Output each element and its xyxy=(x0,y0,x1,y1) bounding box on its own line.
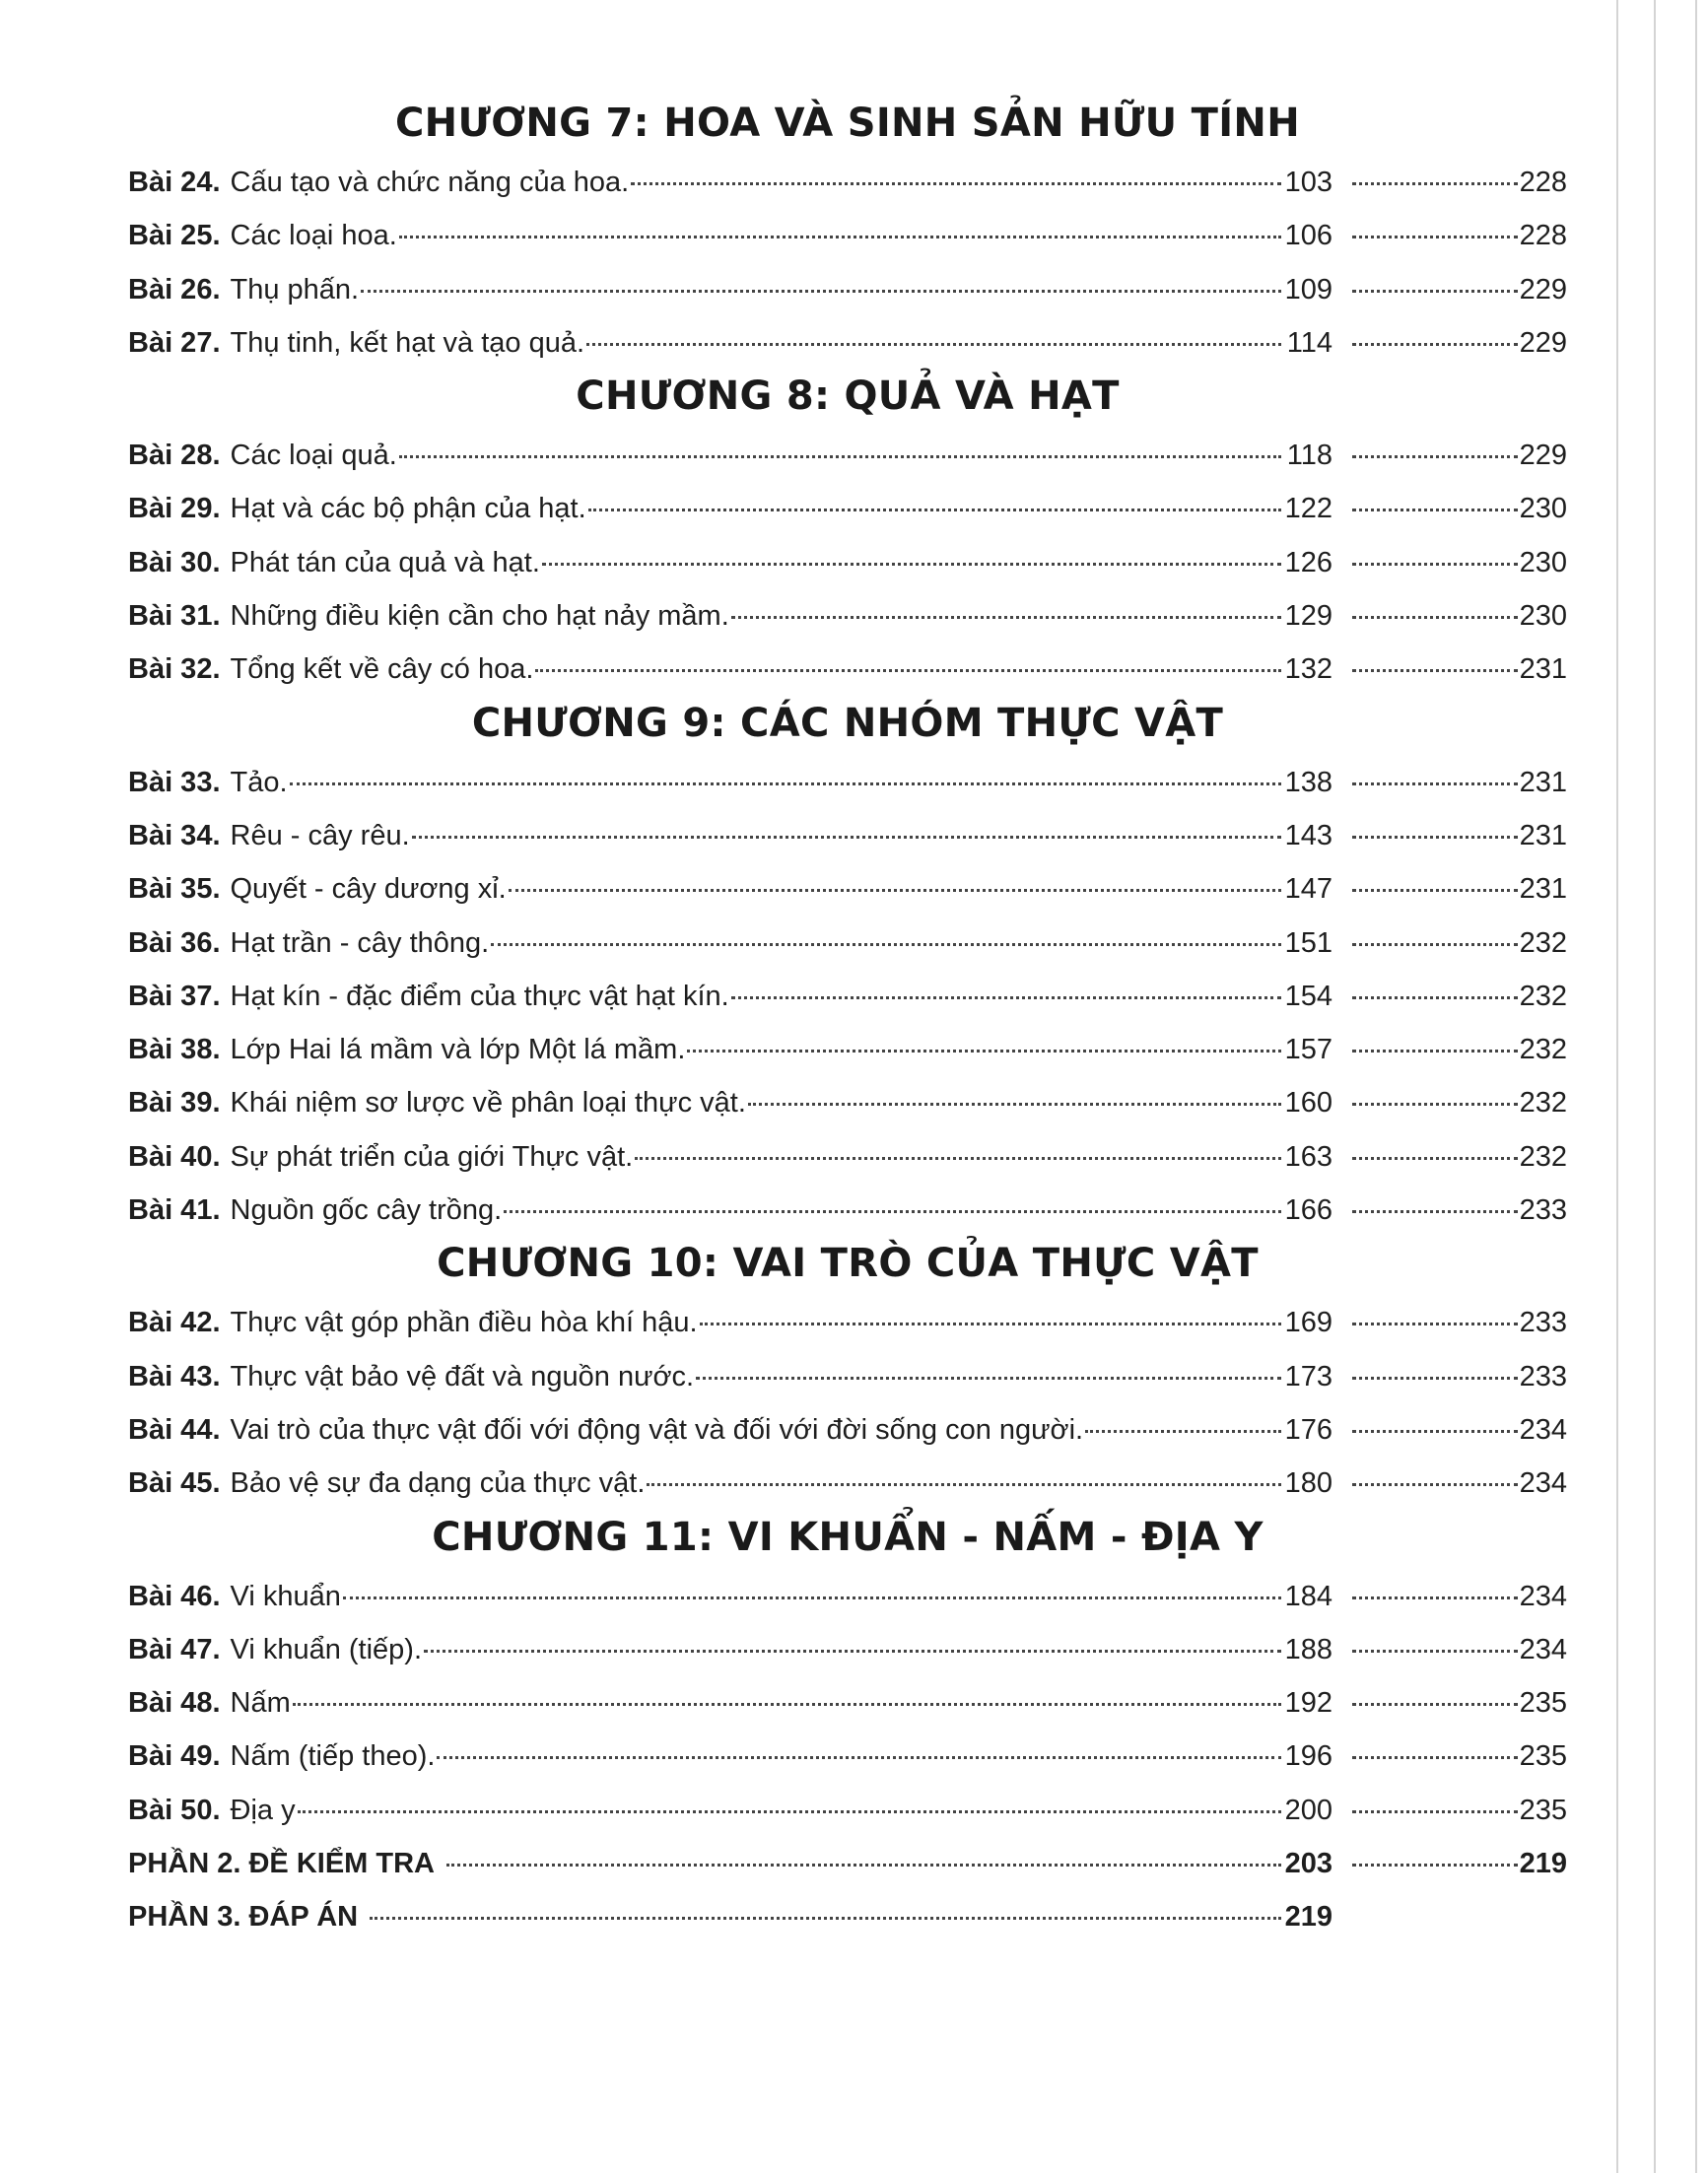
toc-entry xyxy=(128,1400,1567,1454)
lesson-number: Bài 24. xyxy=(128,167,221,198)
lesson-title: Thụ phấn. xyxy=(230,273,360,306)
toc-entry xyxy=(128,206,1567,259)
answer-page-number: 234 xyxy=(1519,1580,1567,1612)
lesson-title: Thụ tinh, kết hạt và tạo quả. xyxy=(230,326,585,359)
answer-page-number: 231 xyxy=(1519,873,1567,906)
lesson-number: Bài 26. xyxy=(128,273,221,306)
answer-page-number: 228 xyxy=(1519,220,1567,252)
dot-leader xyxy=(1352,307,1518,346)
answer-page-number: 229 xyxy=(1519,326,1567,359)
page-number: 169 xyxy=(1284,1307,1332,1339)
lesson-number: Bài 32. xyxy=(128,653,221,686)
answer-page-number: 234 xyxy=(1519,1633,1567,1665)
chapter-heading: CHƯƠNG 8: QUẢ VÀ HẠT xyxy=(576,373,1120,420)
lesson-number: Bài 37. xyxy=(128,980,221,1012)
dot-leader xyxy=(504,1175,1281,1213)
lesson-number: Bài 33. xyxy=(128,766,221,798)
page-number: 192 xyxy=(1284,1687,1332,1720)
dot-leader xyxy=(1352,1014,1518,1053)
answer-page-number: 230 xyxy=(1519,546,1567,578)
dot-leader xyxy=(635,1121,1281,1160)
dot-leader xyxy=(1352,1721,1518,1759)
lesson-title: Nấm xyxy=(230,1687,291,1720)
dot-leader xyxy=(731,580,1281,619)
page-number: 163 xyxy=(1284,1140,1332,1173)
toc-entry xyxy=(128,1727,1567,1780)
table-of-contents xyxy=(128,94,1567,1941)
toc-entry xyxy=(128,1567,1567,1620)
lesson-title: Tổng kết về cây có hoa. xyxy=(230,653,534,686)
lesson-number: Bài 36. xyxy=(128,926,221,959)
page-number: 143 xyxy=(1284,819,1332,851)
page-number: 219 xyxy=(1284,1901,1332,1934)
toc-entry xyxy=(128,859,1567,913)
lesson-title: Nguồn gốc cây trồng. xyxy=(230,1194,503,1227)
lesson-title: Các loại quả. xyxy=(230,440,397,472)
page-number: 180 xyxy=(1284,1467,1332,1500)
lesson-title: Vi khuẩn (tiếp). xyxy=(230,1633,423,1665)
answer-page-number: 234 xyxy=(1519,1413,1567,1446)
lesson-title: Phát tán của quả và hạt. xyxy=(230,546,540,578)
lesson-number: Bài 39. xyxy=(128,1087,221,1120)
dot-leader xyxy=(1352,1448,1518,1486)
page-number: 173 xyxy=(1284,1360,1332,1392)
page-number: 151 xyxy=(1284,926,1332,959)
dot-leader xyxy=(535,634,1281,672)
margin-line xyxy=(1654,0,1656,2173)
page-number: 176 xyxy=(1284,1413,1332,1446)
answer-page-number: 231 xyxy=(1519,653,1567,686)
page-number: 196 xyxy=(1284,1740,1332,1773)
lesson-number: Bài 25. xyxy=(128,220,221,252)
toc-entry xyxy=(128,1020,1567,1073)
dot-leader xyxy=(1352,634,1518,672)
dot-leader xyxy=(1352,147,1518,185)
toc-entry-answer xyxy=(1340,640,1567,696)
toc-entry xyxy=(128,640,1567,693)
lesson-title: Vai trò của thực vật đối với động vật và đối với đời sống con người. xyxy=(230,1413,1084,1446)
dot-leader xyxy=(1352,853,1518,892)
chapter-heading: CHƯƠNG 9: CÁC NHÓM THỰC VẬT xyxy=(471,700,1224,746)
lesson-number: Bài 47. xyxy=(128,1633,221,1665)
dot-leader xyxy=(1085,1394,1281,1433)
dot-leader xyxy=(1352,1067,1518,1106)
toc-part-entry xyxy=(128,1887,1567,1940)
toc-entry xyxy=(128,1127,1567,1181)
toc-entry xyxy=(128,313,1567,367)
chapter-heading: CHƯƠNG 11: VI KHUẨN - NẤM - ĐỊA Y xyxy=(432,1514,1264,1560)
page-number: 138 xyxy=(1284,766,1332,798)
page-number: 109 xyxy=(1284,273,1332,306)
toc-entry-answer xyxy=(1340,1454,1567,1510)
page-number: 160 xyxy=(1284,1087,1332,1120)
lesson-title: Những điều kiện cần cho hạt nảy mầm. xyxy=(230,600,729,633)
lesson-number: Bài 42. xyxy=(128,1307,221,1339)
dot-leader xyxy=(748,1067,1281,1106)
toc-entry xyxy=(128,479,1567,532)
lesson-title: Khái niệm sơ lược về phân loại thực vật. xyxy=(230,1087,746,1120)
dot-leader xyxy=(509,853,1281,892)
dot-leader xyxy=(1352,1561,1518,1599)
dot-leader xyxy=(1352,747,1518,785)
lesson-number: Bài 28. xyxy=(128,440,221,472)
page-number: 147 xyxy=(1284,873,1332,906)
lesson-number: Bài 49. xyxy=(128,1740,221,1773)
page-number: 126 xyxy=(1284,546,1332,578)
part-title: PHẦN 3. ĐÁP ÁN xyxy=(128,1901,359,1934)
dot-leader xyxy=(1352,1614,1518,1653)
toc-entry xyxy=(128,1781,1567,1834)
dot-leader xyxy=(290,747,1281,785)
toc-entry-main xyxy=(128,1887,1332,1943)
dot-leader xyxy=(542,527,1281,566)
toc-entry xyxy=(128,426,1567,479)
dot-leader xyxy=(700,1287,1281,1325)
lesson-number: Bài 40. xyxy=(128,1140,221,1173)
answer-page-number: 228 xyxy=(1519,167,1567,198)
lesson-title: Rêu - cây rêu. xyxy=(230,819,410,851)
answer-page-number: 231 xyxy=(1519,819,1567,851)
dot-leader xyxy=(1352,908,1518,946)
toc-entry xyxy=(128,1454,1567,1507)
page-number: 203 xyxy=(1284,1848,1332,1880)
answer-page-number: 232 xyxy=(1519,1140,1567,1173)
dot-leader xyxy=(412,800,1281,839)
toc-entry-answer xyxy=(1340,313,1567,370)
dot-leader xyxy=(1352,1341,1518,1380)
lesson-title: Vi khuẩn xyxy=(230,1580,341,1612)
lesson-title: Địa y xyxy=(230,1794,296,1826)
page-number: 154 xyxy=(1284,980,1332,1012)
lesson-number: Bài 44. xyxy=(128,1413,221,1446)
dot-leader xyxy=(1352,1287,1518,1325)
dot-leader xyxy=(446,1828,1281,1867)
lesson-title: Thực vật góp phần điều hòa khí hậu. xyxy=(230,1307,698,1339)
toc-entry xyxy=(128,1181,1567,1234)
dot-leader xyxy=(399,200,1281,238)
toc-entry-main xyxy=(128,313,1332,370)
lesson-number: Bài 43. xyxy=(128,1360,221,1392)
lesson-number: Bài 50. xyxy=(128,1794,221,1826)
toc-entry xyxy=(128,1347,1567,1400)
toc-entry xyxy=(128,586,1567,640)
dot-leader xyxy=(1352,1394,1518,1433)
toc-entry xyxy=(128,1293,1567,1346)
lesson-title: Tảo. xyxy=(230,766,288,798)
lesson-number: Bài 34. xyxy=(128,819,221,851)
dot-leader xyxy=(424,1614,1281,1653)
page-number: 188 xyxy=(1284,1633,1332,1665)
answer-page-number: 233 xyxy=(1519,1307,1567,1339)
dot-leader xyxy=(1352,200,1518,238)
dot-leader xyxy=(361,254,1281,293)
lesson-number: Bài 29. xyxy=(128,493,221,525)
answer-page-number: 235 xyxy=(1519,1794,1567,1826)
answer-page-number: 235 xyxy=(1519,1740,1567,1773)
dot-leader xyxy=(370,1881,1281,1920)
answer-page-number: 230 xyxy=(1519,600,1567,633)
lesson-title: Hạt và các bộ phận của hạt. xyxy=(230,493,586,525)
toc-entry xyxy=(128,1673,1567,1727)
toc-entry xyxy=(128,260,1567,313)
answer-page-number: 232 xyxy=(1519,980,1567,1012)
toc-entry-answer xyxy=(1340,1181,1567,1237)
lesson-number: Bài 30. xyxy=(128,546,221,578)
answer-page-number: 233 xyxy=(1519,1360,1567,1392)
page-number: 166 xyxy=(1284,1194,1332,1227)
lesson-title: Thực vật bảo vệ đất và nguồn nước. xyxy=(230,1360,695,1392)
margin-line xyxy=(1695,0,1697,2173)
lesson-number: Bài 48. xyxy=(128,1687,221,1720)
part-title: PHẦN 2. ĐỀ KIỂM TRA xyxy=(128,1848,435,1880)
dot-leader xyxy=(1352,1667,1518,1706)
lesson-number: Bài 45. xyxy=(128,1467,221,1500)
page-margin-lines xyxy=(1616,0,1708,2173)
toc-entry-answer xyxy=(1340,1834,1567,1890)
dot-leader xyxy=(731,961,1281,999)
answer-page-number: 229 xyxy=(1519,440,1567,472)
page-number: 103 xyxy=(1284,167,1332,198)
toc-entry xyxy=(128,153,1567,206)
dot-leader xyxy=(1352,420,1518,458)
dot-leader xyxy=(399,420,1281,458)
dot-leader xyxy=(491,908,1281,946)
answer-page-number: 234 xyxy=(1519,1467,1567,1500)
answer-page-number: 219 xyxy=(1519,1848,1567,1880)
dot-leader xyxy=(1352,961,1518,999)
page-number: 122 xyxy=(1284,493,1332,525)
answer-page-number: 232 xyxy=(1519,1087,1567,1120)
toc-part-entry xyxy=(128,1834,1567,1887)
dot-leader xyxy=(343,1561,1281,1599)
dot-leader xyxy=(1352,1121,1518,1160)
dot-leader xyxy=(298,1775,1281,1813)
chapter-heading: CHƯƠNG 7: HOA VÀ SINH SẢN HỮU TÍNH xyxy=(395,101,1300,146)
dot-leader xyxy=(586,307,1281,346)
lesson-title: Bảo vệ sự đa dạng của thực vật. xyxy=(230,1467,646,1500)
dot-leader xyxy=(437,1721,1281,1759)
dot-leader xyxy=(1352,473,1518,511)
lesson-title: Hạt trần - cây thông. xyxy=(230,926,490,959)
dot-leader xyxy=(1352,800,1518,839)
answer-page-number: 229 xyxy=(1519,273,1567,306)
lesson-number: Bài 27. xyxy=(128,326,221,359)
page-number: 184 xyxy=(1284,1580,1332,1612)
dot-leader xyxy=(1352,1175,1518,1213)
answer-page-number: 235 xyxy=(1519,1687,1567,1720)
answer-page-number: 231 xyxy=(1519,766,1567,798)
lesson-title: Cấu tạo và chức năng của hoa. xyxy=(230,167,630,198)
page-number: 157 xyxy=(1284,1034,1332,1066)
page-number: 118 xyxy=(1286,440,1332,472)
margin-line xyxy=(1616,0,1618,2173)
lesson-title: Lớp Hai lá mầm và lớp Một lá mầm. xyxy=(230,1034,686,1066)
lesson-title: Hạt kín - đặc điểm của thực vật hạt kín. xyxy=(230,980,729,1012)
lesson-number: Bài 41. xyxy=(128,1194,221,1227)
dot-leader xyxy=(293,1667,1281,1706)
page-number: 132 xyxy=(1284,653,1332,686)
dot-leader xyxy=(1352,254,1518,293)
toc-entry xyxy=(128,1073,1567,1126)
lesson-title: Sự phát triển của giới Thực vật. xyxy=(230,1140,634,1173)
dot-leader xyxy=(687,1014,1281,1053)
toc-entry xyxy=(128,753,1567,806)
lesson-title: Nấm (tiếp theo). xyxy=(230,1740,436,1773)
page-number: 106 xyxy=(1284,220,1332,252)
lesson-number: Bài 35. xyxy=(128,873,221,906)
toc-entry-main xyxy=(128,640,1332,696)
dot-leader xyxy=(588,473,1281,511)
page-number: 200 xyxy=(1284,1794,1332,1826)
page-number: 114 xyxy=(1286,326,1332,359)
lesson-number: Bài 46. xyxy=(128,1580,221,1612)
toc-entry xyxy=(128,914,1567,967)
toc-entry xyxy=(128,1620,1567,1673)
answer-page-number: 233 xyxy=(1519,1194,1567,1227)
answer-page-number: 230 xyxy=(1519,493,1567,525)
lesson-number: Bài 38. xyxy=(128,1034,221,1066)
toc-entry xyxy=(128,967,1567,1020)
dot-leader xyxy=(1352,1828,1518,1867)
toc-entry-main xyxy=(128,1454,1332,1510)
dot-leader xyxy=(631,147,1281,185)
dot-leader xyxy=(1352,1775,1518,1813)
dot-leader xyxy=(696,1341,1281,1380)
lesson-title: Quyết - cây dương xỉ. xyxy=(230,873,507,906)
lesson-title: Các loại hoa. xyxy=(230,220,397,252)
toc-entry xyxy=(128,806,1567,859)
answer-page-number: 232 xyxy=(1519,1034,1567,1066)
dot-leader xyxy=(1352,527,1518,566)
toc-entry xyxy=(128,533,1567,586)
answer-page-number: 232 xyxy=(1519,926,1567,959)
dot-leader xyxy=(647,1448,1281,1486)
dot-leader xyxy=(1352,580,1518,619)
lesson-number: Bài 31. xyxy=(128,600,221,633)
toc-entry-main xyxy=(128,1181,1332,1237)
page-number: 129 xyxy=(1284,600,1332,633)
chapter-heading: CHƯƠNG 10: VAI TRÒ CỦA THỰC VẬT xyxy=(437,1241,1259,1287)
